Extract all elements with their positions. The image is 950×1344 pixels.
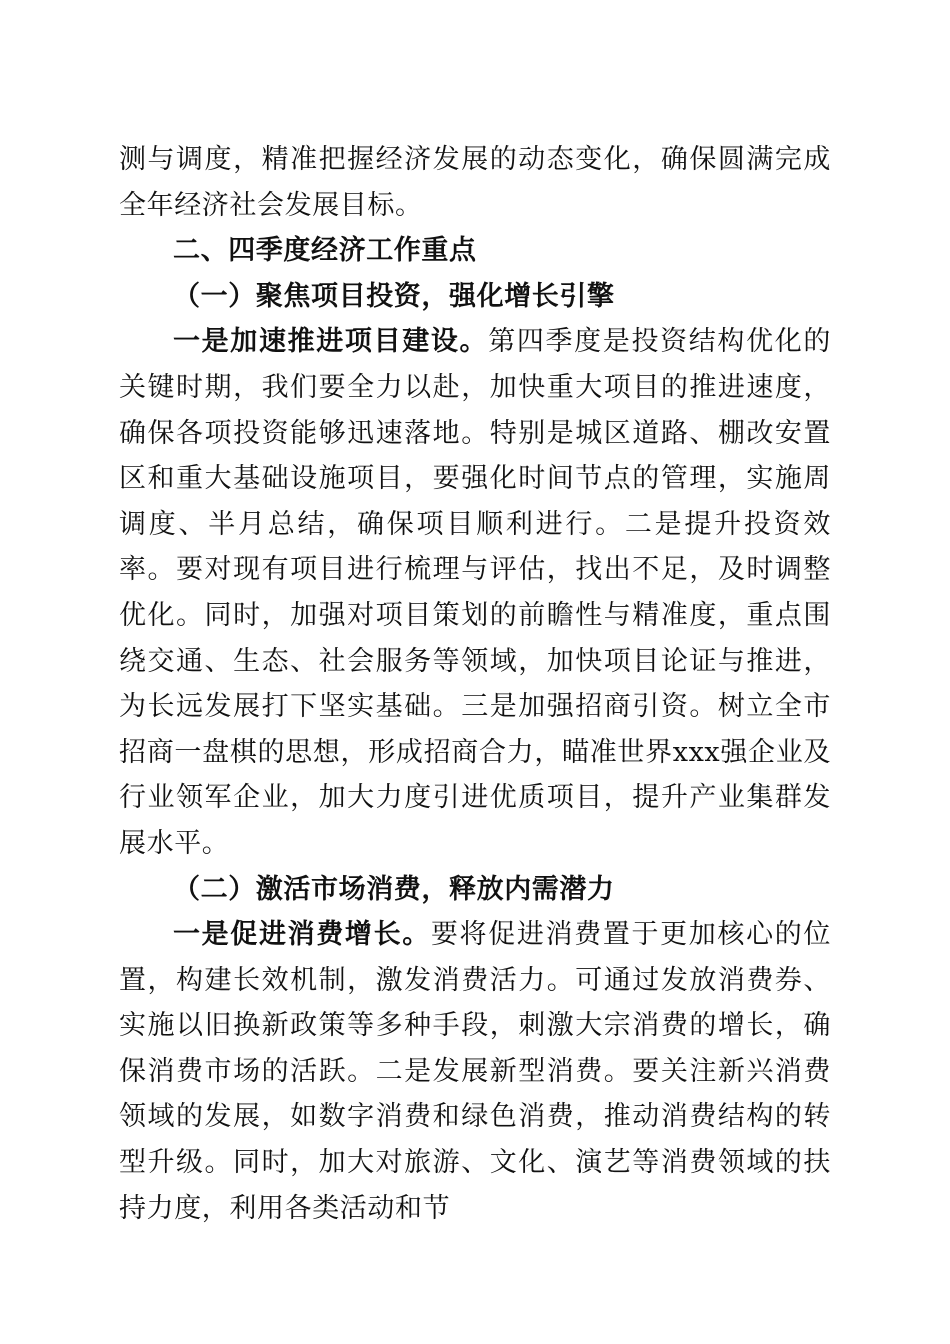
paragraph-lead-1: 一是加速推进项目建设。 bbox=[173, 326, 489, 358]
paragraph-project-investment bbox=[119, 319, 831, 866]
section-heading: 二、四季度经济工作重点 bbox=[173, 235, 477, 267]
paragraph-lead-2: 一是促进消费增长。 bbox=[173, 919, 431, 951]
paragraph-consumption bbox=[119, 912, 831, 1231]
document-page bbox=[119, 137, 831, 1231]
continuation-paragraph: 测与调度，精准把握经济发展的动态变化，确保圆满完成全年经济社会发展目标。 bbox=[119, 144, 831, 221]
subsection-heading-1: （一）聚焦项目投资，强化增长引擎 bbox=[173, 280, 615, 312]
subsection-heading-2: （二）激活市场消费，释放内需潜力 bbox=[173, 873, 615, 905]
paragraph-body-2: 要将促进消费置于更加核心的位置，构建长效机制，激发消费活力。可通过发放消费券、实施以旧换新政策等多种手段，刺激大宗消费的增长，确保消费市场的活跃。二是发展新型消费。要关注新兴消费领域的发展，如数字消费和绿色消费，推动消费结构的转型升级。同时，加大对旅游、文化、演艺等消费领域的扶持力度，利用各类活动和节 bbox=[119, 919, 831, 1224]
paragraph-body-1: 第四季度是投资结构优化的关键时期，我们要全力以赴，加快重大项目的推进速度，确保各项投资能够迅速落地。特别是城区道路、棚改安置区和重大基础设施项目，要强化时间节点的管理，实施周调度、半月总结，确保项目顺利进行。二是提升投资效率。要对现有项目进行梳理与评估，找出不足，及时调整优化。同时，加强对项目策划的前瞻性与精准度，重点围绕交通、生态、社会服务等领域，加快项目论证与推进，为长远发展打下坚实基础。三是加强招商引资。树立全市招商一盘棋的思想，形成招商合力，瞄准世界xxx强企业及行业领军企业，加大力度引进优质项目，提升产业集群发展水平。 bbox=[119, 326, 831, 859]
